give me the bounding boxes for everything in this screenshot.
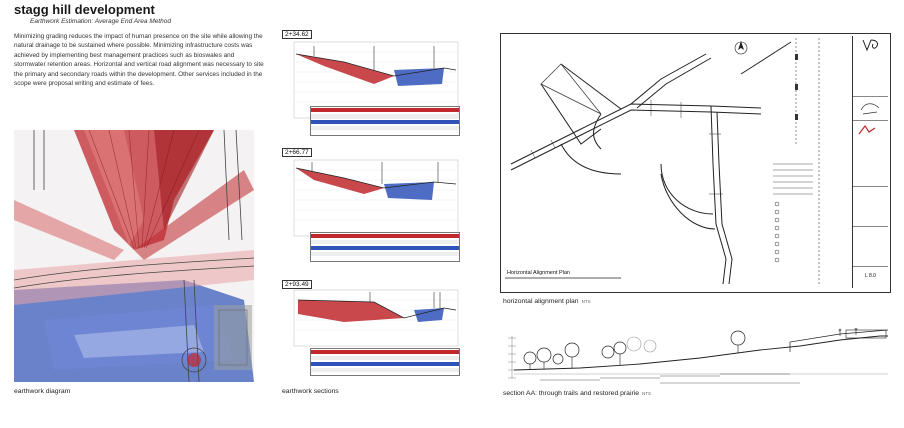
project-description: Minimizing grading reduces the impact of human presence on the site while allowing the natural drainage to be sustained where possible. Minimizing infrastructure costs was achieved by implementing best management practices such as bioswales and stormwater retention areas. Horizontal and vertical road alignment was necessary to site the primary and secondary roads within the development. Other services included in the scope were proposal writing and estimate of fees. (14, 33, 264, 88)
alignment-plan-scale: NTS (581, 299, 591, 304)
section-station-label: 2+93.49 (282, 280, 312, 289)
alignment-plan-caption-text: horizontal alignment plan (503, 298, 579, 305)
section-aa-caption (503, 390, 651, 397)
firm-logo (861, 38, 881, 52)
earthwork-diagram-graphic (14, 130, 254, 382)
cut-fill-table (310, 232, 460, 262)
section-aa-caption-text: section AA: through trails and restored prairie (503, 390, 640, 397)
alignment-plan-sheet (500, 33, 891, 293)
tree-icon (524, 331, 745, 364)
section-aa (500, 328, 890, 388)
cut-fill-table (310, 106, 460, 136)
cross-section-profile (284, 288, 460, 350)
page-subtitle: Earthwork Estimation: Average End Area Method (30, 18, 172, 25)
client-logo (857, 124, 883, 136)
plan-title-label: Horizontal Alignment Plan (507, 270, 570, 276)
sheet-number: L 8.0 (865, 273, 876, 279)
section-station-label: 2+34.62 (282, 30, 312, 39)
earthwork-sections (282, 30, 462, 380)
earthwork-sections-caption: earthwork sections (282, 388, 339, 395)
earthwork-diagram (14, 130, 254, 382)
sheet-title-block (852, 36, 888, 288)
page-title: stagg hill development (14, 2, 155, 17)
section-aa-graphic (500, 328, 890, 388)
alignment-plan-drawing (501, 34, 851, 290)
section-aa-scale: NTS (642, 391, 652, 396)
alignment-plan-caption (503, 298, 591, 305)
earthwork-diagram-caption: earthwork diagram (14, 388, 71, 395)
seal-graphic (859, 100, 881, 116)
north-arrow-icon (735, 41, 747, 54)
section-station-label: 2+66.77 (282, 148, 312, 157)
cut-fill-table (310, 348, 460, 376)
cross-section-profile (284, 158, 460, 240)
